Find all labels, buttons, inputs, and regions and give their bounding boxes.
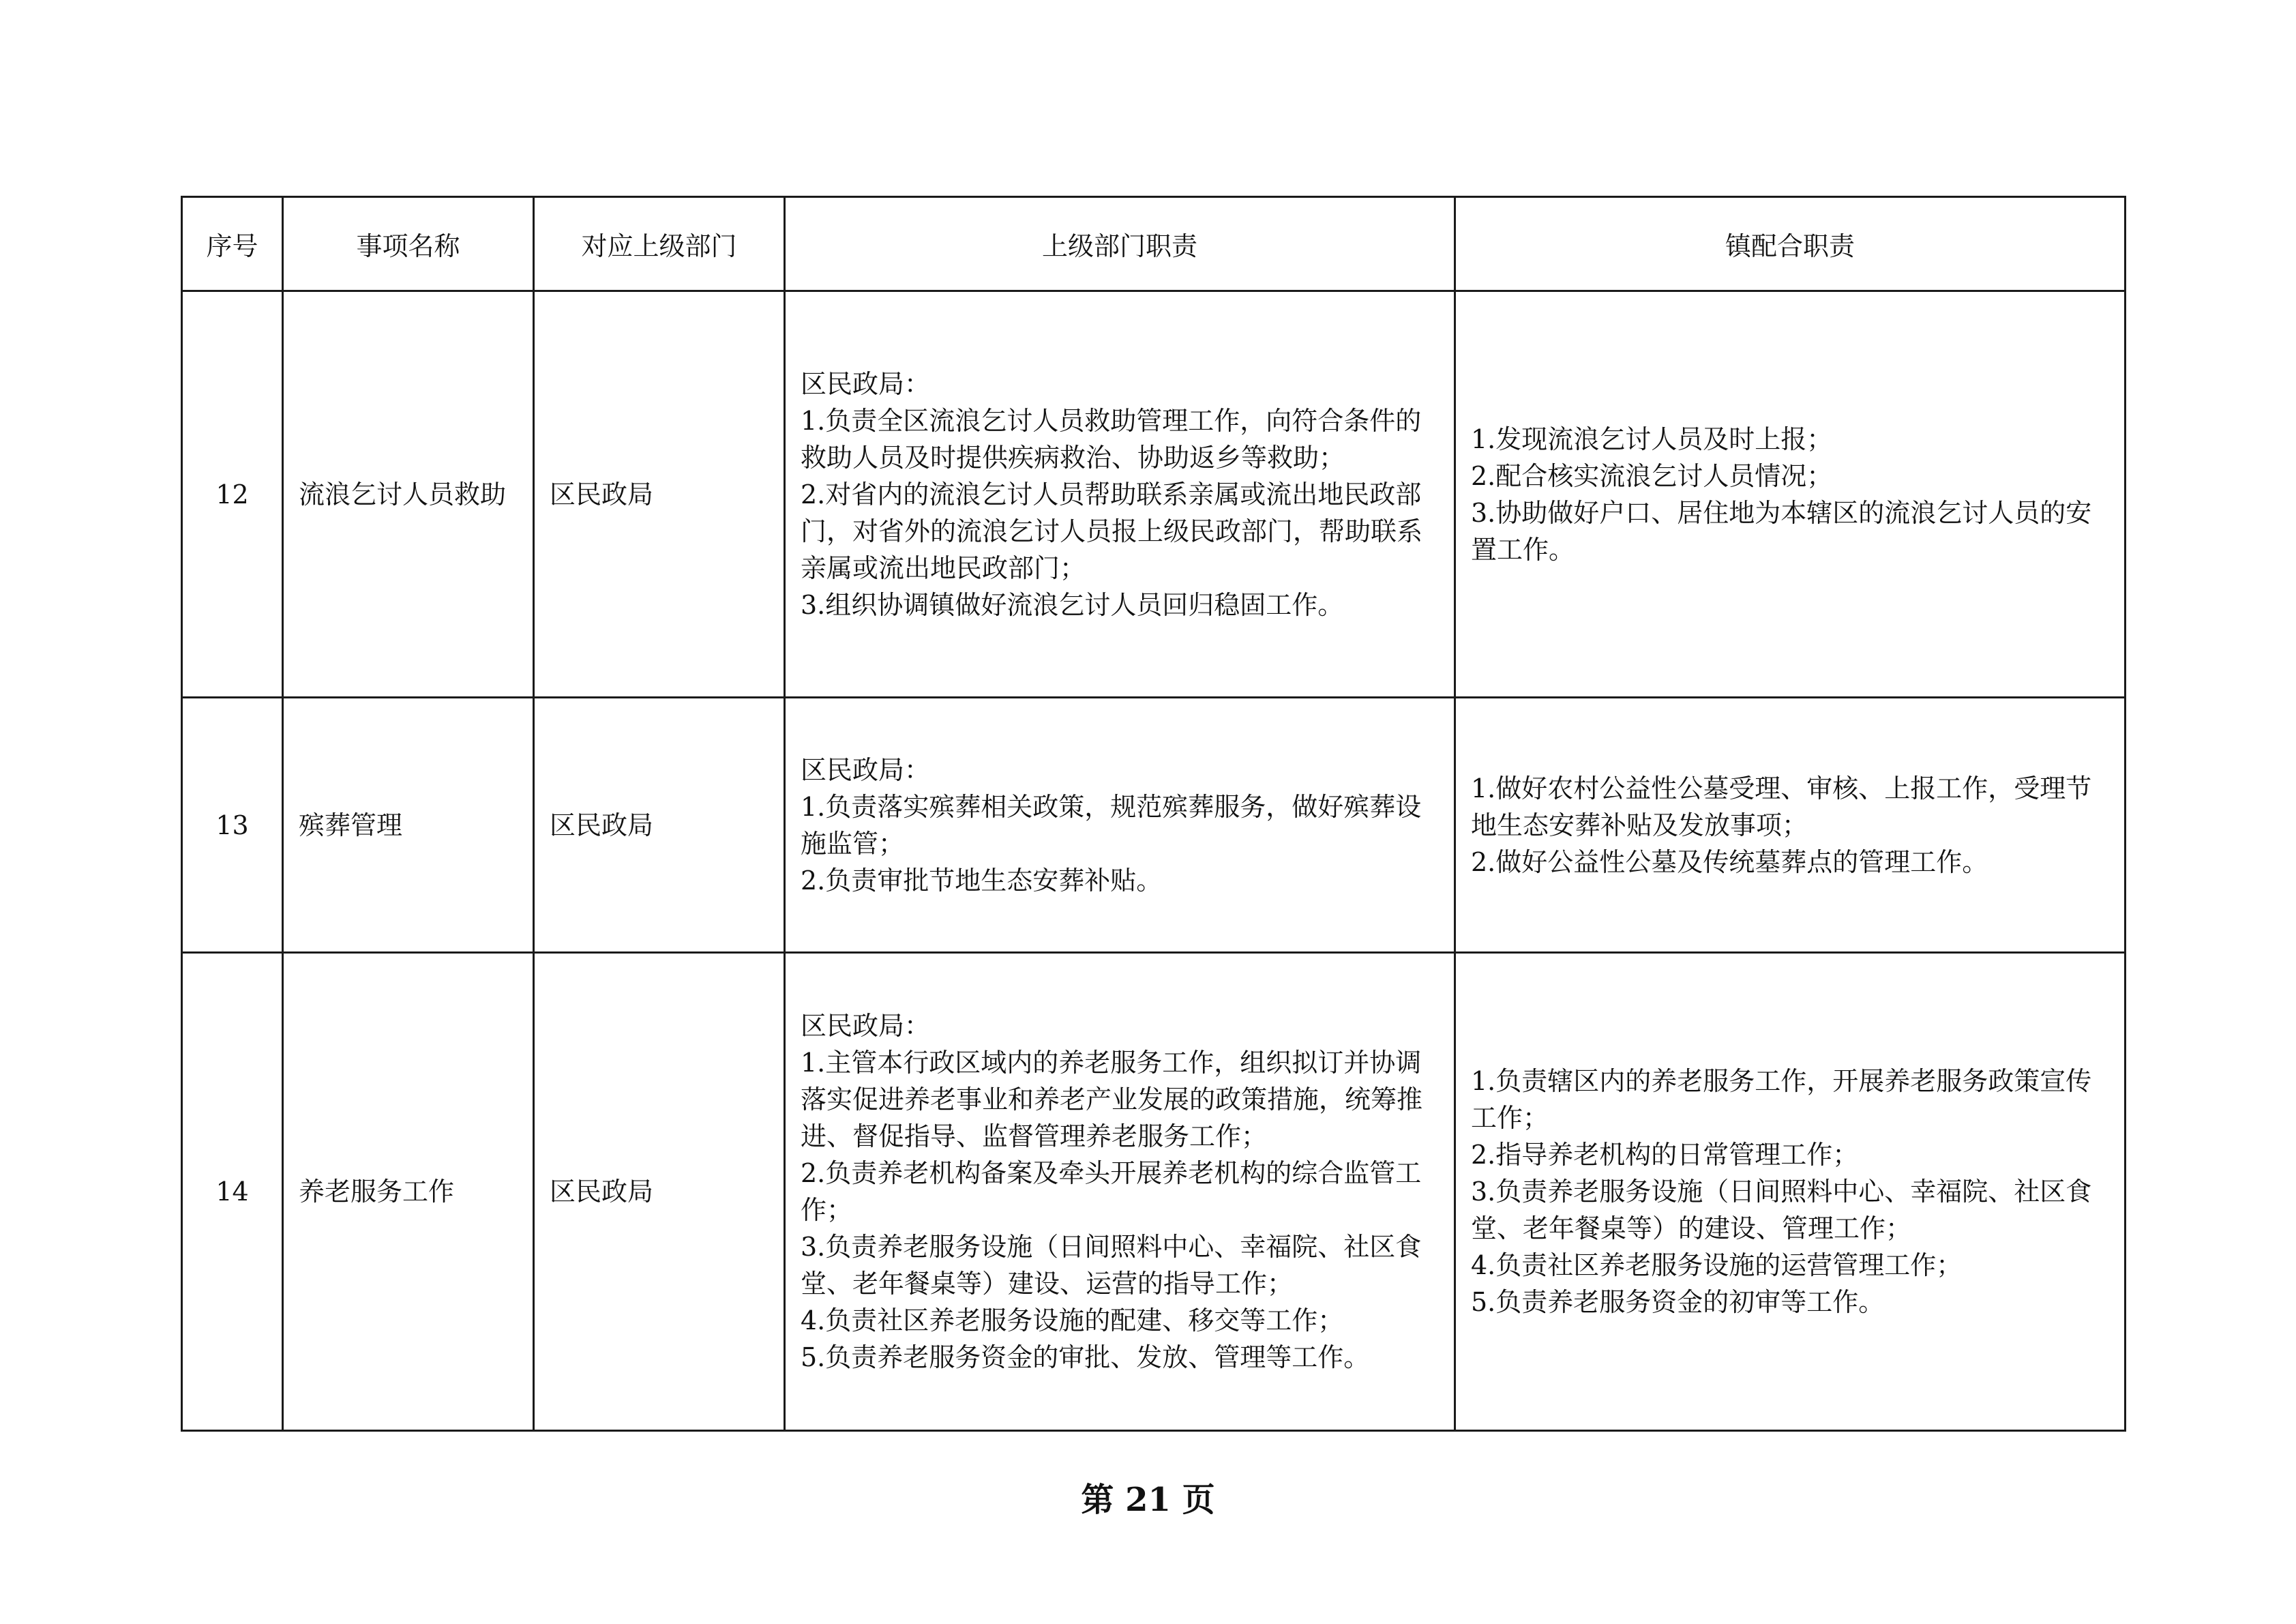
town-duties (1455, 953, 2126, 1431)
duty-line: 3.负责养老服务设施（日间照料中心、幸福院、社区食堂、老年餐桌等）的建设、管理工作； (1471, 1177, 2092, 1243)
item-name: 流浪乞讨人员救助 (283, 291, 534, 698)
duty-line: 2.对省内的流浪乞讨人员帮助联系亲属或流出地民政部门，对省外的流浪乞讨人员报上级民政部门，帮助联系亲属或流出地民政部门； (801, 479, 1423, 583)
upper-dept: 区民政局 (534, 291, 785, 698)
duty-line: 2.配合核实流浪乞讨人员情况； (1471, 460, 1833, 491)
duty-line: 5.负责养老服务资金的初审等工作。 (1471, 1287, 1885, 1317)
upper-duties (785, 953, 1455, 1431)
table-header-row (182, 197, 2126, 291)
duty-line: 4.负责社区养老服务设施的运营管理工作； (1471, 1250, 1963, 1280)
duty-line: 4.负责社区养老服务设施的配建、移交等工作； (801, 1305, 1344, 1335)
duty-line: 1.主管本行政区域内的养老服务工作，组织拟订并协调落实促进养老事业和养老产业发展的政策措施，统筹推进、督促指导、监督管理养老服务工作； (801, 1048, 1423, 1151)
town-duties (1455, 698, 2126, 953)
duty-line: 1.负责辖区内的养老服务工作，开展养老服务政策宣传工作； (1471, 1066, 2092, 1133)
item-name: 养老服务工作 (283, 953, 534, 1431)
table-row (182, 698, 2126, 953)
duty-line: 2.负责养老机构备案及牵头开展养老机构的综合监管工作； (801, 1158, 1422, 1225)
duty-line: 3.负责养老服务设施（日间照料中心、幸福院、社区食堂、老年餐桌等）建设、运营的指导工作； (801, 1232, 1422, 1299)
duty-line: 5.负责养老服务资金的审批、发放、管理等工作。 (801, 1342, 1370, 1372)
header-no: 序号 (182, 197, 283, 291)
upper-dept: 区民政局 (534, 698, 785, 953)
duty-line: 1.发现流浪乞讨人员及时上报； (1471, 424, 1833, 454)
duty-line: 3.组织协调镇做好流浪乞讨人员回归稳固工作。 (801, 589, 1344, 620)
header-item-name: 事项名称 (283, 197, 534, 291)
table-row (182, 291, 2126, 698)
duty-line: 1.负责落实殡葬相关政策，规范殡葬服务，做好殡葬设施监管； (801, 791, 1422, 859)
duty-line: 区民政局： (801, 754, 931, 785)
upper-duties (785, 291, 1455, 698)
table-row (182, 953, 2126, 1431)
duty-line: 2.做好公益性公墓及传统墓葬点的管理工作。 (1471, 846, 1988, 877)
upper-duties (785, 698, 1455, 953)
duty-line: 1.负责全区流浪乞讨人员救助管理工作，向符合条件的救助人员及时提供疾病救治、协助返乡等救助； (801, 405, 1422, 473)
duty-line: 2.指导养老机构的日常管理工作； (1471, 1140, 1859, 1170)
header-upper-duties: 上级部门职责 (785, 197, 1455, 291)
header-upper-dept: 对应上级部门 (534, 197, 785, 291)
row-number: 14 (182, 953, 283, 1431)
row-number: 13 (182, 698, 283, 953)
town-duties (1455, 291, 2126, 698)
duty-line: 区民政局： (801, 368, 931, 399)
header-town-duties: 镇配合职责 (1455, 197, 2126, 291)
duty-line: 1.做好农村公益性公墓受理、审核、上报工作，受理节地生态安葬补贴及发放事项； (1471, 773, 2092, 840)
row-number: 12 (182, 291, 283, 698)
page-number: 第 21 页 (1081, 1481, 1215, 1519)
duty-table (181, 196, 2126, 1432)
duty-line: 3.协助做好户口、居住地为本辖区的流浪乞讨人员的安置工作。 (1471, 497, 2092, 565)
upper-dept: 区民政局 (534, 953, 785, 1431)
duty-line: 2.负责审批节地生态安葬补贴。 (801, 865, 1163, 896)
item-name: 殡葬管理 (283, 698, 534, 953)
duty-line: 区民政局： (801, 1011, 931, 1041)
